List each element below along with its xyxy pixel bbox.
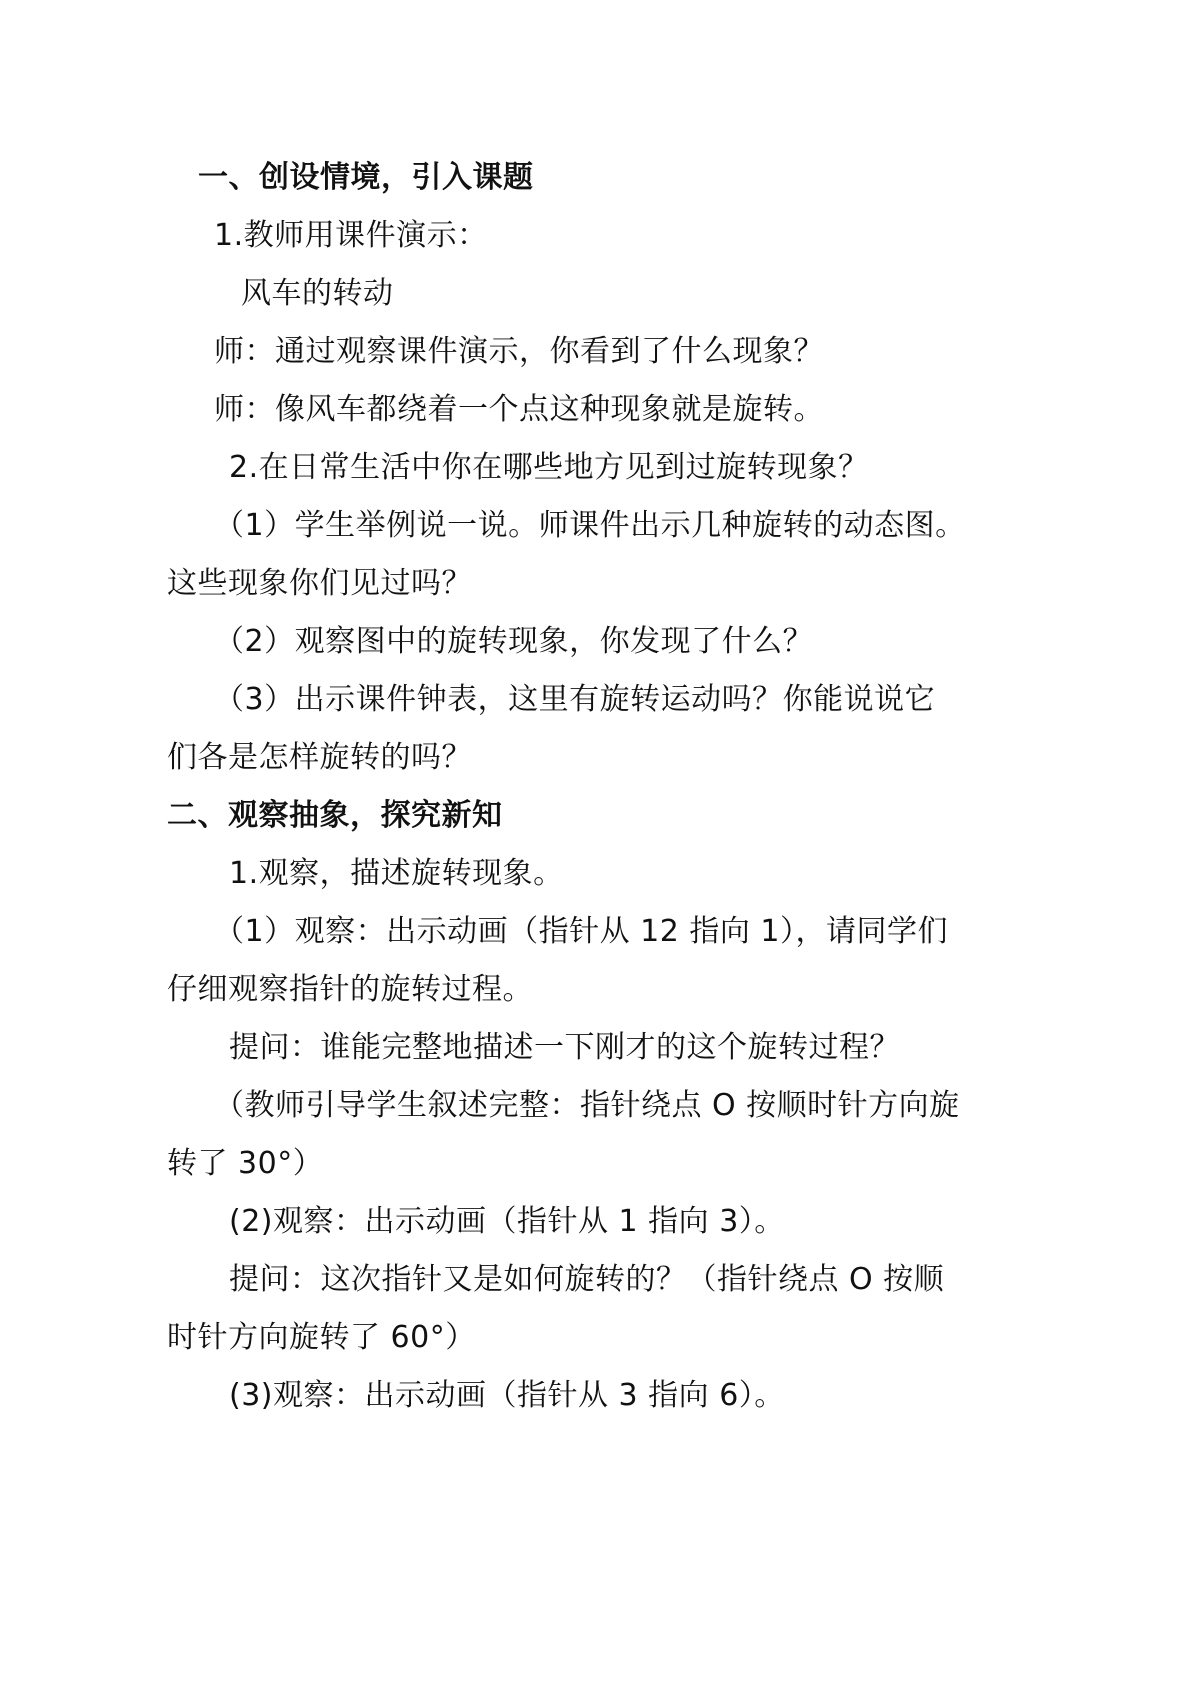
paragraph-sub-2: （2）观察图中的旋转现象，你发现了什么？ xyxy=(214,624,814,659)
paragraph-sub-3-line-2: 们各是怎样旋转的吗？ xyxy=(167,740,472,775)
paragraph-observation-2: (2)观察：出示动画（指针从 1 指向 3）。 xyxy=(229,1204,785,1239)
paragraph-observation-3: (3)观察：出示动画（指针从 3 指向 6）。 xyxy=(229,1378,785,1413)
paragraph-guide-line-1: （教师引导学生叙述完整：指针绕点 O 按顺时针方向旋 xyxy=(214,1088,960,1123)
section-heading-1: 一、创设情境，引入课题 xyxy=(198,160,534,195)
paragraph-sub-1-line-2: 这些现象你们见过吗？ xyxy=(167,566,472,601)
paragraph-question-2-line-1: 提问：这次指针又是如何旋转的？（指针绕点 O 按顺 xyxy=(229,1262,945,1297)
paragraph-observation-1-line-1: （1）观察：出示动画（指针从 12 指向 1），请同学们 xyxy=(214,914,948,949)
paragraph-observation-1-line-2: 仔细观察指针的旋转过程。 xyxy=(167,972,533,1007)
section-heading-2: 二、观察抽象，探究新知 xyxy=(167,798,503,833)
paragraph-item-1: 1.教师用课件演示： xyxy=(214,218,488,253)
paragraph-question-2-line-2: 时针方向旋转了 60°） xyxy=(167,1320,476,1355)
paragraph-item-1-detail: 风车的转动 xyxy=(241,276,394,311)
paragraph-teacher-question-2: 师：像风车都绕着一个点这种现象就是旋转。 xyxy=(214,392,824,427)
paragraph-teacher-question-1: 师：通过观察课件演示，你看到了什么现象？ xyxy=(214,334,824,369)
paragraph-sub-1-line-1: （1）学生举例说一说。师课件出示几种旋转的动态图。 xyxy=(214,508,966,543)
paragraph-sub-3-line-1: （3）出示课件钟表，这里有旋转运动吗？你能说说它 xyxy=(214,682,936,717)
paragraph-observe-item-1: 1.观察，描述旋转现象。 xyxy=(229,856,564,891)
paragraph-question-1: 提问：谁能完整地描述一下刚才的这个旋转过程？ xyxy=(229,1030,900,1065)
paragraph-item-2: 2.在日常生活中你在哪些地方见到过旋转现象？ xyxy=(229,450,869,485)
paragraph-guide-line-2: 转了 30°） xyxy=(167,1146,324,1181)
